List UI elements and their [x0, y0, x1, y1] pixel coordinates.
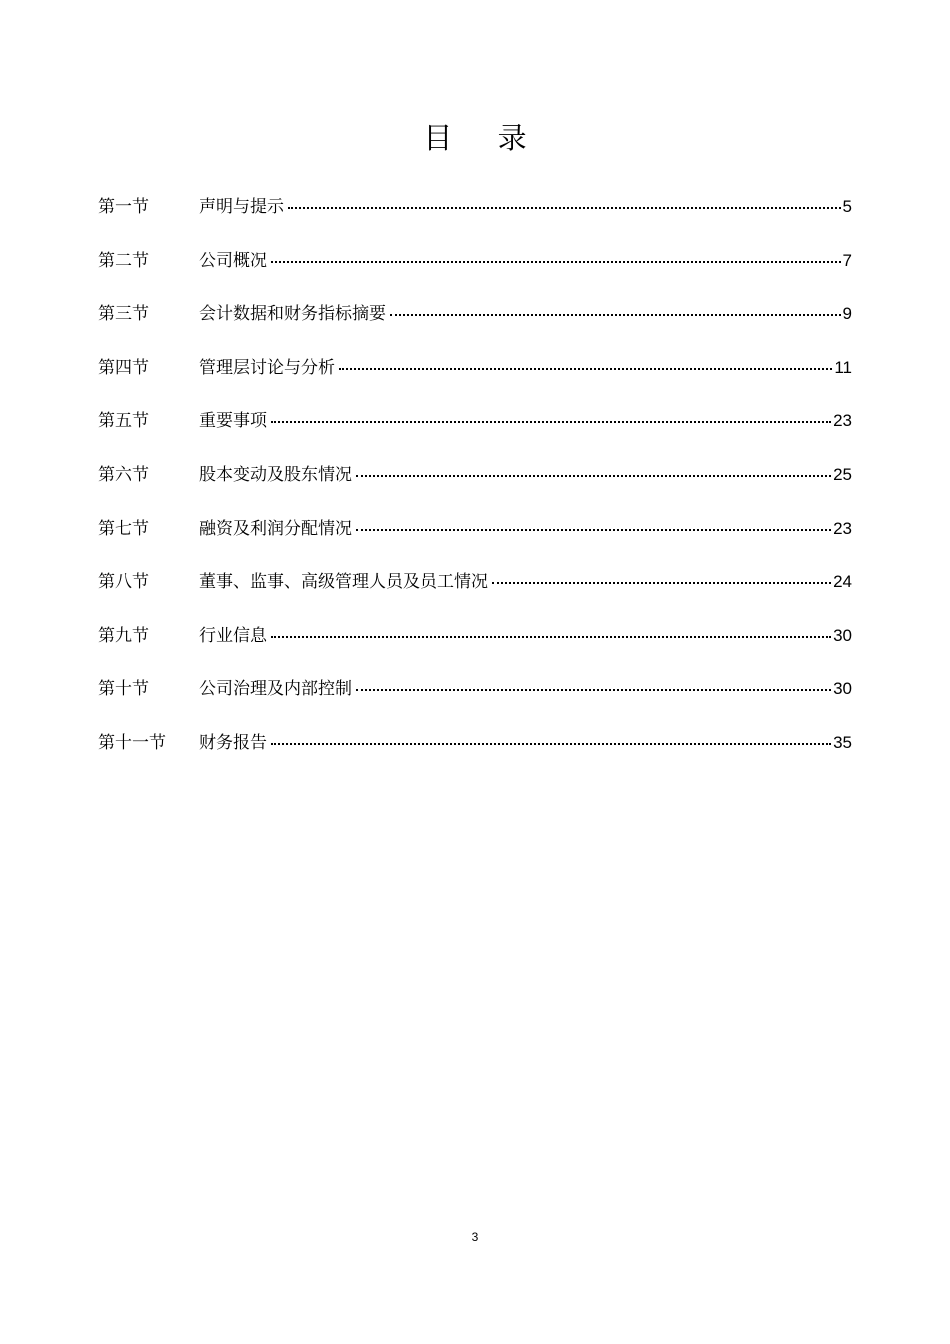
toc-entry-2[interactable]: [98, 246, 852, 276]
toc-entry-3[interactable]: [98, 299, 852, 329]
toc-page-number: 9: [842, 304, 852, 324]
toc-section-number: 第七节: [98, 518, 149, 539]
toc-dot-leader: [390, 313, 841, 316]
toc-section-title: 融资及利润分配情况: [199, 518, 352, 539]
toc-dot-leader: [271, 635, 831, 638]
toc-section-number: 第一节: [98, 197, 149, 217]
page-title: 目 录: [423, 121, 545, 155]
toc-section-title: 董事、监事、高级管理人员及员工情况: [199, 572, 488, 593]
toc-page-number: 30: [833, 679, 852, 699]
toc-entry-6[interactable]: [98, 460, 852, 490]
toc-dot-leader: [271, 260, 841, 263]
toc-entry-8[interactable]: [98, 567, 852, 597]
toc-dot-leader: [492, 581, 831, 584]
toc-dot-leader: [356, 688, 831, 691]
toc-entry-11[interactable]: [98, 728, 852, 758]
toc-dot-leader: [356, 528, 831, 531]
toc-entry-1[interactable]: [98, 192, 852, 222]
toc-page-number: 23: [833, 518, 852, 538]
toc-entry-7[interactable]: [98, 514, 852, 544]
toc-dot-leader: [271, 742, 831, 745]
toc-section-title: 重要事项: [199, 411, 267, 432]
toc-section-number: 第四节: [98, 357, 149, 378]
toc-section-title: 财务报告: [199, 733, 267, 753]
toc-section-number: 第十一节: [98, 733, 166, 753]
toc-section-number: 第十节: [98, 679, 149, 700]
toc-section-number: 第三节: [98, 304, 149, 325]
toc-section-title: 公司概况: [199, 250, 267, 271]
page-footer-number: 3: [471, 1230, 479, 1244]
toc-page-number: 11: [834, 357, 852, 377]
toc-section-number: 第二节: [98, 250, 149, 271]
toc-page-number: 24: [833, 572, 852, 592]
toc-section-title: 股本变动及股东情况: [199, 465, 352, 485]
toc-page-number: 35: [833, 733, 852, 752]
toc-section-title: 会计数据和财务指标摘要: [199, 304, 386, 325]
toc-dot-leader: [271, 420, 831, 423]
toc-entry-10[interactable]: [98, 674, 852, 704]
toc-section-title: 管理层讨论与分析: [199, 357, 335, 378]
toc-dot-leader: [288, 206, 841, 209]
toc-page-number: 30: [833, 625, 852, 645]
toc-page-number: 5: [842, 197, 852, 216]
toc-section-number: 第九节: [98, 625, 149, 646]
toc-section-title: 公司治理及内部控制: [199, 679, 352, 700]
toc-entry-9[interactable]: [98, 621, 852, 651]
toc-section-number: 第五节: [98, 411, 149, 432]
toc-entry-4[interactable]: [98, 353, 852, 383]
toc-entry-5[interactable]: [98, 406, 852, 436]
toc-section-title: 声明与提示: [199, 197, 284, 217]
toc-section-number: 第八节: [98, 572, 149, 593]
toc-section-title: 行业信息: [199, 625, 267, 646]
toc-dot-leader: [339, 367, 832, 370]
toc-page-number: 23: [833, 411, 852, 431]
toc-dot-leader: [356, 474, 831, 477]
toc-section-number: 第六节: [98, 465, 149, 485]
toc-page-number: 7: [842, 250, 852, 270]
toc-page-number: 25: [833, 465, 852, 484]
